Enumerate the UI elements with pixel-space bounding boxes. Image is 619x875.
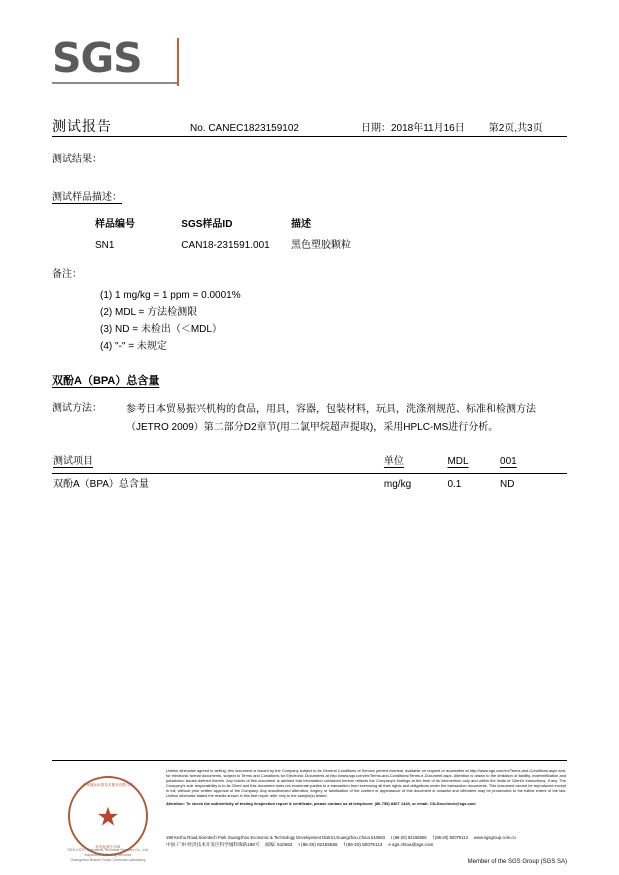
section-title-bpa: 双酚A（BPA）总含量 [52,375,160,387]
stamp-caption [58,848,158,863]
stamp-caption-line3: Guangzhou Branch Ruiyu Chemical Laboratory [70,858,146,862]
result-item-name: 双酚A（BPA）总含量 [53,479,149,490]
report-body [52,146,567,494]
address-cn-text: 中国·广州·经济技术开发区科学城科珠路198号 [166,842,260,847]
stamp-bottom-text: 检验检测专用章 [95,845,121,849]
address-line-en [166,834,566,841]
address-en-web: www.sgsgroup.com.cn [473,835,516,840]
result-col-header-mdl: MDL [447,456,469,467]
sgs-logo-text: SGS [52,34,142,82]
table-row [52,474,567,495]
report-title-row [52,116,567,136]
sample-table [85,216,415,255]
result-col-header-sample001: 001 [500,456,517,467]
address-en-tel: t (86-20) 82155555 [390,835,427,840]
sample-no-value: SN1 [95,240,115,251]
table-header-row [85,216,415,237]
table-header-row [52,453,567,474]
result-col-header-unit: 单位 [383,456,404,467]
logo-accent-bar [177,38,179,86]
address-cn-tel: t (86-20) 82155555 [298,842,338,847]
header-divider [52,136,567,137]
note-item: (2) MDL = 方法检测限 [100,307,198,318]
sample-id-value: CAN18-231591.001 [181,240,270,251]
address-cn-email: e sgs.china@sgs.com [388,842,434,847]
note-item: (1) 1 mg/kg = 1 ppm = 0.0001% [100,290,241,301]
company-stamp [62,772,154,864]
result-item-mdl: 0.1 [447,479,462,490]
stamp-top-text: 广州通标标准技术服务有限公司 [82,783,134,787]
address-cn-fax: f (86-20) 82075113 [343,842,383,847]
note-item: (4) "-" = 未规定 [100,341,167,352]
result-col-header-item: 测试项目 [53,456,93,467]
address-block [166,834,566,848]
page-title: 测试报告 [52,118,112,134]
sample-desc-value: 黑色塑胶颗粒 [290,240,351,251]
address-en-fax: f (86-20) 82075113 [432,835,468,840]
address-line-cn [166,841,566,848]
results-label: 测试结果： [52,154,102,165]
notes-list [100,287,567,355]
address-cn-zip: 邮编: 510663 [265,842,293,847]
result-item-unit: mg/kg [383,479,412,490]
report-date: 日期：2018年11月16日 [360,123,465,134]
legal-paragraph-text: Unless otherwise agreed in writing, this document is issued by the Company subject to its General Conditions of Service printed overleaf, available on request or accessible at http://www.sgs.com/en/Terms-and-Conditions.aspx and, for electronic format documents, subject to Terms and Conditions for Electronic Documents at http://www.sgs.com/en/Terms-and-Conditions/Terms-e-Document.aspx. Attention is drawn to the limitation of liability, indemnification and jurisdiction issues defined therein. Any holder of this document is advised that information contained hereon reflects the Company's findings at the time of its intervention only and within the limits of Client's instructions, if any. The Company's sole responsibility is to its Client and this document does not exonerate parties to a transaction from exercising all their rights and obligations under the transaction documents. This document cannot be reproduced except in full, without prior written approval of the Company. Any unauthorized alteration, forgery or falsification of the content or appearance of this document is unlawful and offenders may be prosecuted to the fullest extent of the law. Unless otherwise stated the results shown in this test report refer only to the sample(s) tested. [166,768,566,799]
table-row [85,237,415,255]
stamp-caption-line1: SGS-CSTC Standards Technical Services Co., Ltd. [67,848,149,852]
page-indicator: 第2页,共3页 [488,123,543,134]
results-table [52,453,567,494]
sample-col-header-no: 样品编号 [95,219,135,230]
test-method-text: 参考日本贸易振兴机构的食品，用具，容器，包装材料，玩具，洗涤剂规范、标准和检测方法（JETRO 2009）第二部分D2章节(用二氯甲烷超声提取)，采用HPLC-MS进行分析。 [126,404,536,433]
report-number: No. CANEC1823159102 [190,123,299,134]
sgs-logo-block [52,36,182,84]
stamp-caption-line2: Inspection & Testing Services [84,853,132,857]
legal-disclaimer [166,768,566,806]
authenticity-notice: Attention: To check the authenticity of testing /inspection report & certificate, please contact us at telephone: (86-755) 8307 1443, or email: CN.Doccheck@sgs.com [166,800,476,806]
star-icon: ★ [96,801,120,832]
sample-col-header-desc: 描述 [290,219,311,230]
sample-col-header-id: SGS样品ID [181,219,233,230]
note-item: (3) ND = 未检出（＜MDL） [100,324,222,335]
address-en-text: 198 Kezhu Road,Scientech Park Guangzhou Economic & Technology Development District,Guangzhou,China 510663 [166,835,385,840]
result-item-value: ND [500,479,515,490]
footer-divider [52,760,567,761]
sgs-group-member-note: Member of the SGS Group (SGS SA) [467,859,567,865]
logo-underline [52,82,177,84]
test-method-block [52,401,567,437]
sample-description-label: 测试样品描述： [52,192,122,203]
notes-label: 备注： [52,269,82,280]
test-method-label: 测试方法： [52,403,102,414]
